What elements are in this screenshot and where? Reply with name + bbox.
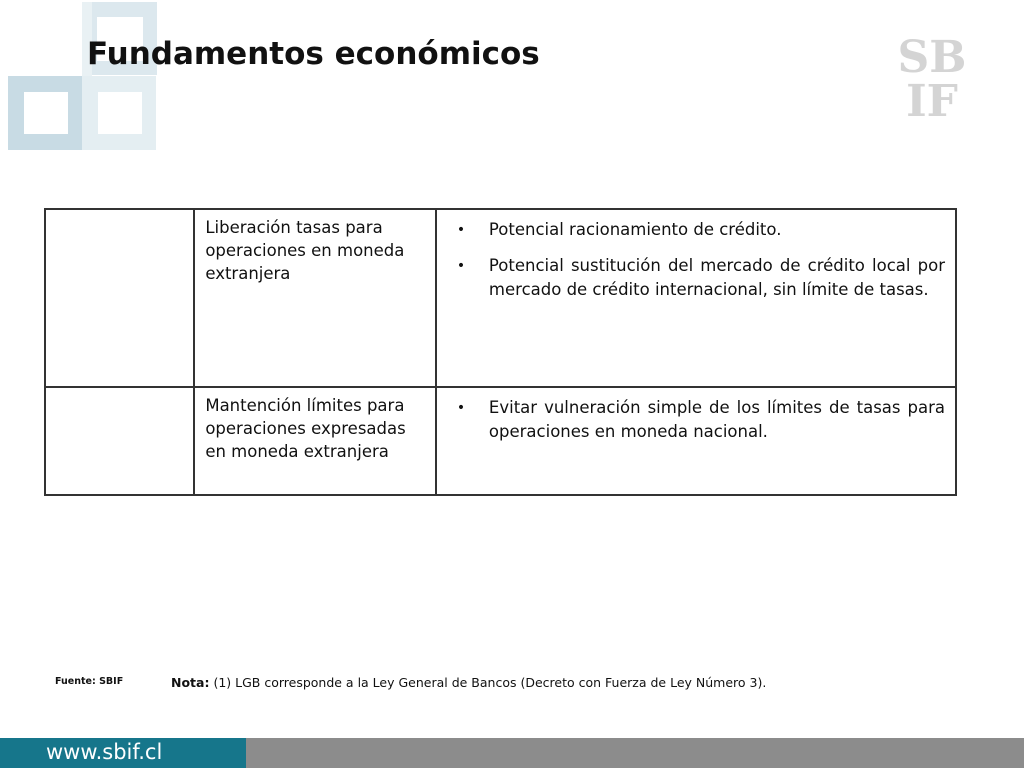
table-row <box>45 209 956 387</box>
footer-url-link[interactable]: www.sbif.cl <box>46 740 163 764</box>
bullet-text: Potencial sustitución del mercado de crédito local por mercado de crédito internacional, sin límite de tasas. <box>488 256 945 299</box>
bullet-list <box>457 396 945 444</box>
bullet-text: Potencial racionamiento de crédito. <box>488 220 782 239</box>
bullet-item <box>457 254 945 302</box>
footer-bar <box>0 738 1024 768</box>
bullet-icon: • <box>456 258 466 274</box>
sbif-logo <box>890 34 974 120</box>
bullet-icon: • <box>456 222 466 238</box>
bullet-item <box>457 396 945 444</box>
table-row <box>45 387 956 495</box>
slide-title: Fundamentos económicos <box>87 36 540 72</box>
source-label: Fuente: SBIF <box>55 676 124 687</box>
table-empty-cell <box>45 209 194 387</box>
logo-line-2: IF <box>906 76 958 120</box>
bullet-item <box>457 218 945 242</box>
bullet-text: Evitar vulneración simple de los límites de tasas para operaciones en moneda nacional. <box>488 398 945 441</box>
logo-line-1: SB <box>897 34 967 83</box>
table-empty-cell <box>45 387 194 495</box>
bullet-icon: • <box>456 400 466 416</box>
footnote-text: (1) LGB corresponde a la Ley General de Bancos (Decreto con Fuerza de Ley Número 3). <box>209 675 767 690</box>
table-row-bullets <box>436 387 956 495</box>
table-row-label: Liberación tasas para operaciones en moneda extranjera <box>194 209 436 387</box>
footnote-label: Nota: <box>171 675 210 690</box>
bullet-list <box>457 218 945 302</box>
fundamentals-table <box>44 208 957 496</box>
footer-url-box <box>0 738 246 768</box>
footnote <box>171 675 766 690</box>
table-row-bullets <box>436 209 956 387</box>
squares-decoration-icon <box>0 0 170 160</box>
table-row-label: Mantención límites para operaciones expresadas en moneda extranjera <box>194 387 436 495</box>
